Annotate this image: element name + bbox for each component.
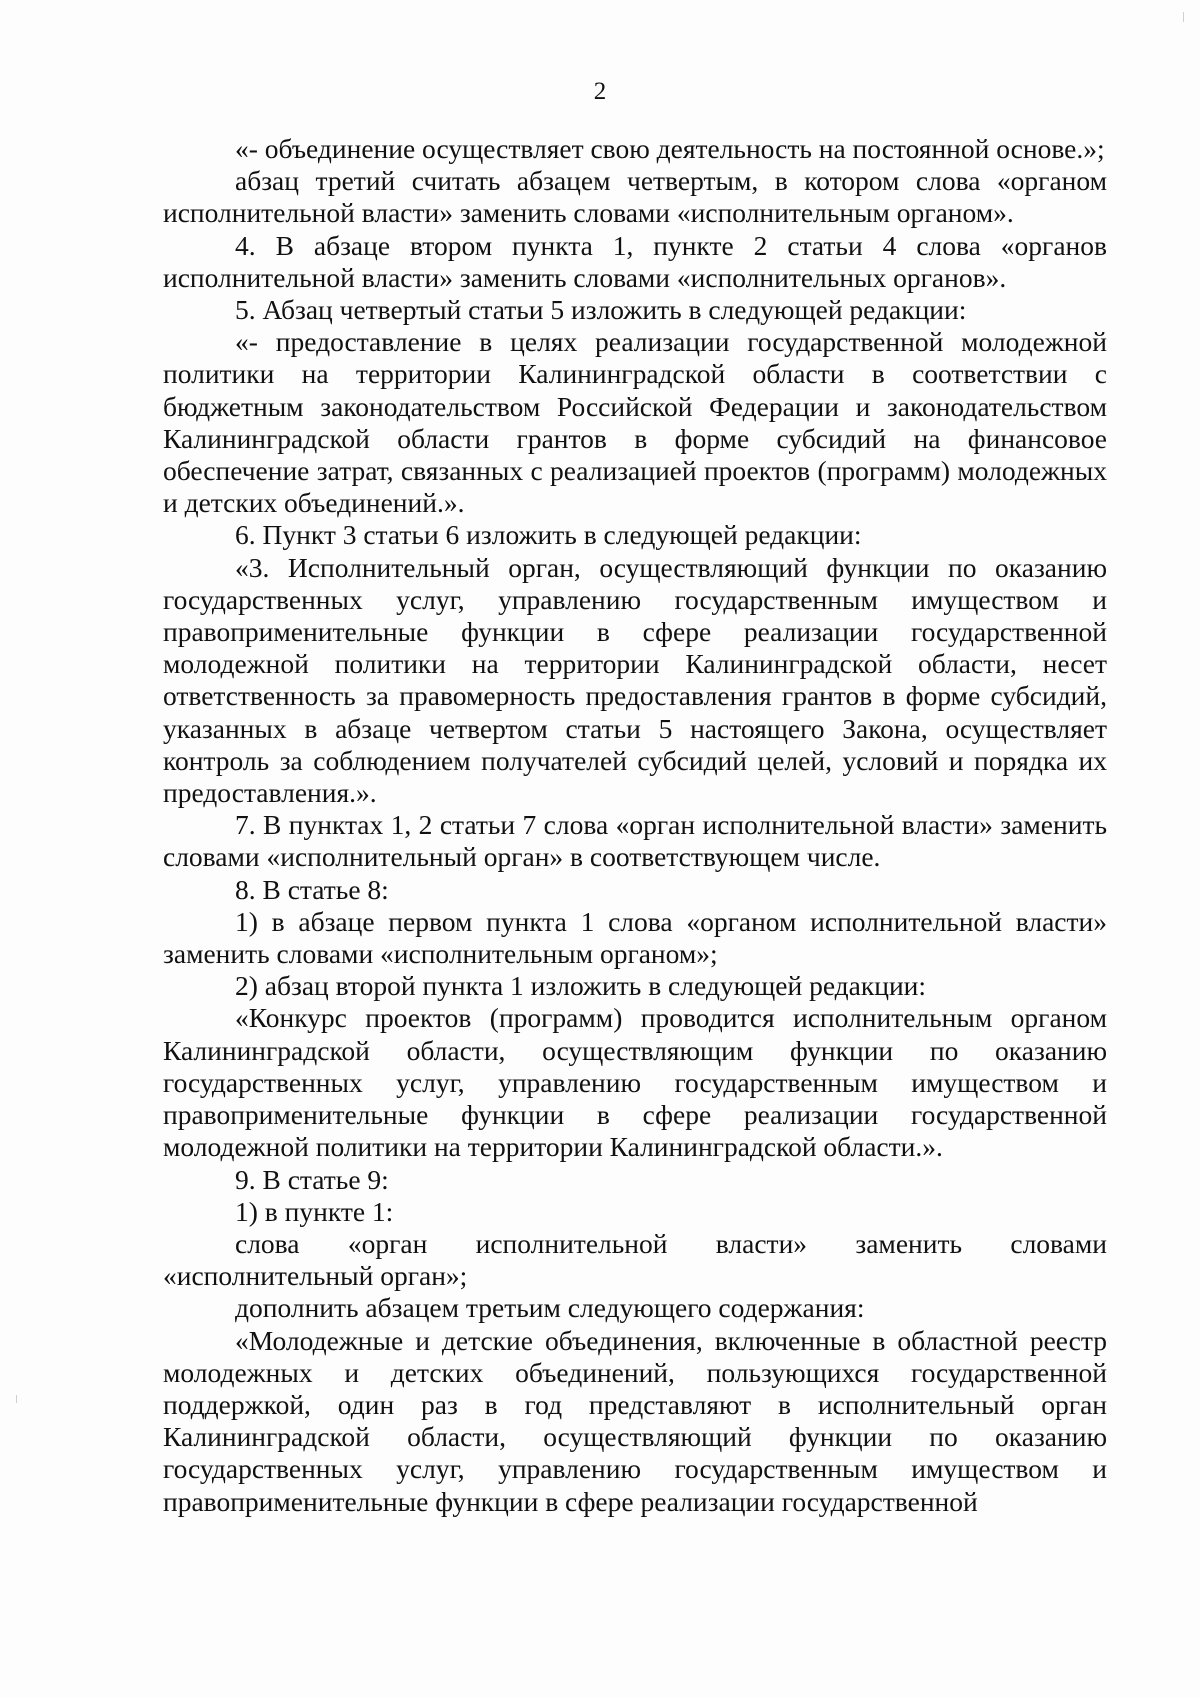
- paragraph: «Конкурс проектов (программ) проводится исполнительным органом Калининградской области, осуществляющим функции по оказанию государственных услуг, управлению государственным имуществом и правоприменительные функции в сфере реализации государственной молодежной политики на территории Калининградской области.».: [163, 1002, 1107, 1163]
- paragraph: 7. В пунктах 1, 2 статьи 7 слова «орган исполнительной власти» заменить словами «исполнительный орган» в соответствующем числе.: [163, 809, 1107, 873]
- paragraph: 8. В статье 8:: [235, 873, 389, 905]
- paragraph: 5. Абзац четвертый статьи 5 изложить в следующей редакции:: [235, 294, 967, 326]
- paragraph: 2) абзац второй пункта 1 изложить в следующей редакции:: [235, 970, 927, 1002]
- scan-edge-mark: [16, 1395, 17, 1403]
- paragraph: слова «орган исполнительной власти» заменить словами «исполнительный орган»;: [163, 1227, 1107, 1292]
- document-body: [163, 133, 1107, 1518]
- page-number: 2: [593, 78, 607, 105]
- paragraph: 1) в пункте 1:: [235, 1195, 394, 1227]
- paragraph: абзац третий считать абзацем четвертым, в котором слова «органом исполнительной власти» заменить словами «исполнительным органом».: [163, 165, 1107, 229]
- paragraph: 4. В абзаце втором пункта 1, пункте 2 статьи 4 слова «органов исполнительной власти» заменить словами «исполнительных органов».: [163, 229, 1107, 293]
- paragraph: «- объединение осуществляет свою деятельность на постоянной основе.»;: [235, 133, 1105, 164]
- paragraph: «- предоставление в целях реализации государственной молодежной политики на территории Калининградской области в соответствии с бюджетным законодательством Российской Федерации и законодательством Калининградской области грантов в форме субсидий на финансовое обеспечение затрат, связанных с реализацией проектов (программ) молодежных и детских объединений.».: [163, 326, 1107, 519]
- paragraph: 6. Пункт 3 статьи 6 изложить в следующей редакции:: [235, 519, 862, 551]
- paragraph: 9. В статье 9:: [235, 1163, 389, 1195]
- paragraph: дополнить абзацем третьим следующего содержания:: [235, 1292, 865, 1324]
- paragraph: «3. Исполнительный орган, осуществляющий функции по оказанию государственных услуг, управлению государственным имуществом и правоприменительные функции в сфере реализации государственной молодежной политики на территории Калининградской области, несет ответственность за правомерность предоставления грантов в форме субсидий, указанных в абзаце четвертом статьи 5 настоящего Закона, осуществляет контроль за соблюдением получателей субсидий целей, условий и порядка их предоставления.».: [163, 551, 1107, 809]
- scan-edge-mark: [1183, 12, 1184, 22]
- paragraph: «Молодежные и детские объединения, включенные в областной реестр молодежных и детских объединений, пользующихся государственной поддержкой, один раз в год представляют в исполнительный орган Калининградской области, осуществляющий функции по оказанию государственных услуг, управлению государственным имуществом и правоприменительные функции в сфере реализации государственной: [163, 1324, 1107, 1517]
- paragraph: 1) в абзаце первом пункта 1 слова «органом исполнительной власти» заменить словами «исполнительным органом»;: [163, 905, 1107, 970]
